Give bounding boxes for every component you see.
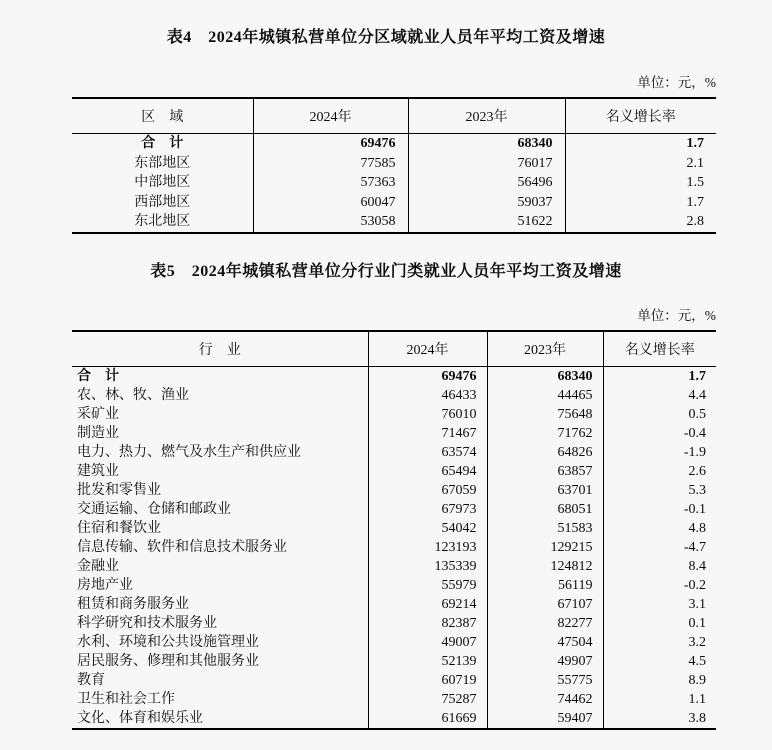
row-value: 2.8 [565,212,716,233]
row-value: 1.7 [565,193,716,213]
row-value: 69476 [253,134,408,154]
table5-header [72,331,716,367]
row-value: 71467 [368,424,487,443]
table-row [72,154,716,174]
row-value: 52139 [368,652,487,671]
table-row [72,193,716,213]
table-row [72,212,716,233]
table-row [72,595,716,614]
row-value: 65494 [368,462,487,481]
row-value: 2.1 [565,154,716,174]
table-row [72,633,716,652]
row-label: 科学研究和技术服务业 [77,616,217,631]
row-label: 西部地区 [134,194,191,210]
table5-industry-wages [72,330,716,730]
row-value: 46433 [368,386,487,405]
column-header-2024: 2024年 [253,98,408,134]
row-value: 8.9 [603,671,716,690]
row-value: 124812 [487,557,603,576]
row-value: 2.6 [603,462,716,481]
column-header-2023: 2023年 [487,331,603,367]
row-value: -1.9 [603,443,716,462]
table-row [72,709,716,729]
table5-unit-note: 单位：元，% [637,308,716,323]
row-label: 卫生和社会工作 [77,692,175,707]
table-row [72,405,716,424]
column-header-region: 区 域 [72,98,253,134]
row-value: 123193 [368,538,487,557]
row-value: 55979 [368,576,487,595]
row-value: 3.1 [603,595,716,614]
row-label: 信息传输、软件和信息技术服务业 [77,540,287,555]
row-value: 67973 [368,500,487,519]
row-label: 教育 [77,673,105,688]
row-value: 53058 [253,212,408,233]
table-row [72,557,716,576]
row-value: 75287 [368,690,487,709]
row-value: 76010 [368,405,487,424]
row-label: 东北地区 [134,214,191,229]
table-row [72,519,716,538]
row-value: 47504 [487,633,603,652]
row-value: 1.7 [565,134,716,154]
table-row [72,367,716,387]
column-header-growth: 名义增长率 [565,98,716,134]
table5-title: 表5 2024年城镇私营单位分行业门类就业人员年平均工资及增速 [150,263,622,280]
table4-body [72,134,716,233]
table-row [72,500,716,519]
row-value: 67059 [368,481,487,500]
row-value: 75648 [487,405,603,424]
row-value: -0.4 [603,424,716,443]
row-value: 55775 [487,671,603,690]
row-label: 居民服务、修理和其他服务业 [77,654,259,669]
column-header-industry: 行 业 [72,331,368,367]
table-row [72,576,716,595]
row-value: 71762 [487,424,603,443]
row-value: 74462 [487,690,603,709]
row-value: 68051 [487,500,603,519]
table4-title: 表4 2024年城镇私营单位分区域就业人员年平均工资及增速 [166,29,606,46]
table-row [72,424,716,443]
row-value: 1.7 [603,367,716,387]
row-value: 60719 [368,671,487,690]
row-value: 57363 [253,173,408,193]
row-value: 67107 [487,595,603,614]
row-value: 82277 [487,614,603,633]
row-label: 金融业 [77,559,119,574]
row-value: -0.2 [603,576,716,595]
row-label: 合 计 [141,136,184,151]
table4-region-wages [72,97,716,234]
row-value: 3.8 [603,709,716,729]
row-value: 56496 [408,173,565,193]
table-row [72,481,716,500]
table-row [72,462,716,481]
row-value: 3.2 [603,633,716,652]
table-header-row [72,98,716,134]
row-value: 51583 [487,519,603,538]
table-row [72,443,716,462]
row-label: 制造业 [77,426,119,441]
table-row [72,614,716,633]
table-row [72,134,716,154]
row-value: 54042 [368,519,487,538]
row-value: 5.3 [603,481,716,500]
table-row [72,652,716,671]
row-value: 59037 [408,193,565,213]
row-value: 77585 [253,154,408,174]
table5-body [72,367,716,730]
row-value: 1.1 [603,690,716,709]
row-value: 69214 [368,595,487,614]
row-label: 东部地区 [134,155,191,171]
row-value: 8.4 [603,557,716,576]
row-label: 采矿业 [77,407,119,422]
row-label: 水利、环境和公共设施管理业 [77,635,259,650]
row-label: 房地产业 [77,578,133,593]
row-value: 63701 [487,481,603,500]
table-row [72,173,716,193]
table-row [72,538,716,557]
row-label: 合 计 [77,369,119,384]
row-value: 44465 [487,386,603,405]
table-row [72,690,716,709]
column-header-2024: 2024年 [368,331,487,367]
row-value: 68340 [408,134,565,154]
row-value: 1.5 [565,173,716,193]
row-label: 住宿和餐饮业 [77,521,161,536]
row-value: 68340 [487,367,603,387]
row-value: 49907 [487,652,603,671]
row-value: 60047 [253,193,408,213]
row-label: 租赁和商务服务业 [77,597,189,612]
row-value: 69476 [368,367,487,387]
row-value: 82387 [368,614,487,633]
row-value: 4.5 [603,652,716,671]
row-value: 56119 [487,576,603,595]
row-label: 农、林、牧、渔业 [77,388,189,403]
row-value: 63574 [368,443,487,462]
row-value: 63857 [487,462,603,481]
row-value: -0.1 [603,500,716,519]
row-value: 0.5 [603,405,716,424]
row-value: -4.7 [603,538,716,557]
row-label: 交通运输、仓储和邮政业 [77,502,231,517]
row-value: 59407 [487,709,603,729]
row-value: 135339 [368,557,487,576]
row-value: 76017 [408,154,565,174]
row-value: 61669 [368,709,487,729]
row-value: 0.1 [603,614,716,633]
table4-header [72,98,716,134]
column-header-growth: 名义增长率 [603,331,716,367]
row-label: 中部地区 [134,175,191,190]
row-label: 批发和零售业 [77,483,161,498]
row-value: 4.8 [603,519,716,538]
column-header-2023: 2023年 [408,98,565,134]
table-header-row [72,331,716,367]
row-value: 51622 [408,212,565,233]
row-value: 129215 [487,538,603,557]
table-row [72,671,716,690]
row-value: 4.4 [603,386,716,405]
table-row [72,386,716,405]
row-value: 49007 [368,633,487,652]
table4-unit-note: 单位：元，% [637,75,716,90]
row-label: 建筑业 [77,464,119,479]
row-label: 文化、体育和娱乐业 [77,711,203,726]
row-value: 64826 [487,443,603,462]
row-label: 电力、热力、燃气及水生产和供应业 [77,445,301,460]
